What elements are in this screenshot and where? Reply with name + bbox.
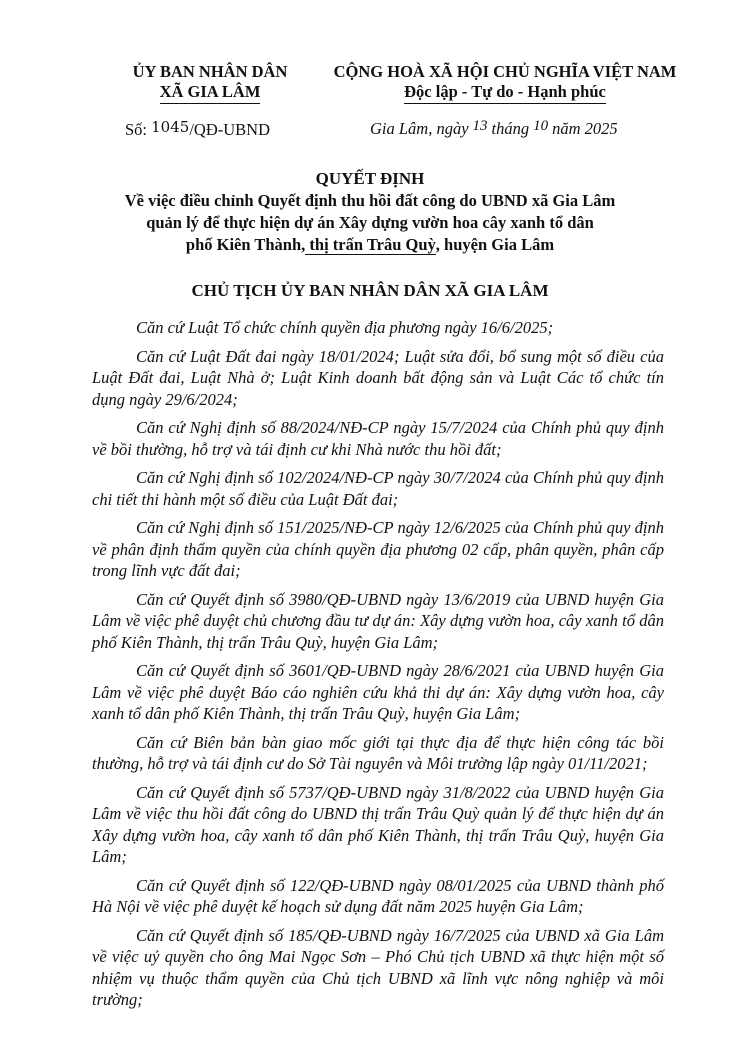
issuer-block xyxy=(110,62,310,104)
country-name: CỘNG HOÀ XÃ HỘI CHỦ NGHĨA VIỆT NAM xyxy=(333,62,677,81)
issuer-line-2: XÃ GIA LÂM xyxy=(160,82,261,104)
title-line-3-part-b: thị trấn Trâu Quỳ xyxy=(305,235,436,254)
legal-basis-paragraph: Căn cứ Quyết định số 5737/QĐ-UBND ngày 31/8/2022 của UBND huyện Gia Lâm về việc thu hồi đất công do UBND thị trấn Trâu Quỳ quản lý để thực hiện dự án Xây dựng vườn hoa, cây xanh tổ dân phố Kiên Thành, thị trấn Trâu Quỳ, huyện Gia Lâm; xyxy=(92,782,664,866)
national-motto-block xyxy=(330,62,680,104)
legal-basis-paragraph: Căn cứ Quyết định số 3980/QĐ-UBND ngày 13/6/2019 của UBND huyện Gia Lâm về việc phê duyệt chủ chương đầu tư dự án: Xây dựng vườn hoa, cây xanh tổ dân phố Kiên Thành, thị trấn Trâu Quỳ, huyện Gia Lâm; xyxy=(92,589,664,652)
decision-title-block xyxy=(80,168,660,256)
title-line-3-part-a: phố Kiên Thành, xyxy=(185,235,306,254)
document-date xyxy=(370,118,618,139)
legal-basis-paragraph: Căn cứ Nghị định số 151/2025/NĐ-CP ngày 12/6/2025 của Chính phủ quy định về phân định thẩm quyền của chính quyền địa phương 02 cấp, phân quyền, phân cấp trong lĩnh vực đất đai; xyxy=(92,518,664,580)
title-line-1: Về việc điều chỉnh Quyết định thu hồi đất công do UBND xã Gia Lâm xyxy=(124,191,616,210)
motto: Độc lập - Tự do - Hạnh phúc xyxy=(404,82,606,104)
number-suffix: /QĐ-UBND xyxy=(189,120,270,139)
legal-basis-list xyxy=(92,317,664,1018)
issuer-line-1: ỦY BAN NHÂN DÂN xyxy=(132,62,288,81)
number-value: 1045 xyxy=(151,118,190,136)
title-line-3 xyxy=(80,234,660,256)
legal-basis-paragraph: Căn cứ Biên bản bàn giao mốc giới tại thực địa để thực hiện công tác bồi thường, hỗ trợ và tái định cư do Sở Tài nguyên và Môi trường lập ngày 01/11/2021; xyxy=(92,732,664,773)
date-year: năm 2025 xyxy=(552,119,618,138)
title-line-2: quản lý để thực hiện dự án Xây dựng vườn hoa cây xanh tổ dân xyxy=(146,213,594,232)
legal-basis-paragraph: Căn cứ Luật Tổ chức chính quyền địa phương ngày 16/6/2025; xyxy=(136,318,554,337)
legal-basis-paragraph: Căn cứ Quyết định số 185/QĐ-UBND ngày 16/7/2025 của UBND xã Gia Lâm về việc uỷ quyền cho ông Mai Ngọc Sơn – Phó Chủ tịch UBND xã thực hiện một số nhiệm vụ thuộc thẩm quyền của Chủ tịch UBND xã lĩnh vực nông nghiệp và môi trường; xyxy=(92,925,664,1009)
document-number xyxy=(125,118,270,140)
legal-basis-paragraph: Căn cứ Luật Đất đai ngày 18/01/2024; Luật sửa đổi, bổ sung một số điều của Luật Đất đai, Luật Nhà ở; Luật Kinh doanh bất động sản và Luật Các tổ chức tín dụng ngày 29/6/2024; xyxy=(92,346,664,409)
number-prefix: Số: xyxy=(125,120,148,139)
decision-heading: QUYẾT ĐỊNH xyxy=(315,169,425,188)
date-prefix: Gia Lâm, ngày xyxy=(370,119,469,138)
date-day: 13 xyxy=(472,118,488,134)
date-month-label: tháng xyxy=(491,119,530,138)
date-month: 10 xyxy=(533,118,549,134)
chairman-heading: CHỦ TỊCH ỦY BAN NHÂN DÂN XÃ GIA LÂM xyxy=(191,281,549,300)
legal-basis-paragraph: Căn cứ Nghị định số 102/2024/NĐ-CP ngày 30/7/2024 của Chính phủ quy định chi tiết thi hành một số điều của Luật Đất đai; xyxy=(92,468,664,509)
legal-basis-paragraph: Căn cứ Quyết định số 122/QĐ-UBND ngày 08/01/2025 của UBND thành phố Hà Nội về việc phê duyệt kế hoạch sử dụng đất năm 2025 huyện Gia Lâm; xyxy=(92,875,664,916)
title-line-3-part-c: , huyện Gia Lâm xyxy=(435,235,555,254)
legal-basis-paragraph: Căn cứ Nghị định số 88/2024/NĐ-CP ngày 15/7/2024 của Chính phủ quy định về bồi thường, hỗ trợ và tái định cư khi Nhà nước thu hồi đất; xyxy=(92,418,664,459)
legal-basis-paragraph: Căn cứ Quyết định số 3601/QĐ-UBND ngày 28/6/2021 của UBND huyện Gia Lâm về việc phê duyệt Báo cáo nghiên cứu khả thi dự án: Xây dựng vườn hoa, cây xanh tổ dân phố Kiên Thành, thị trấn Trâu Quỳ, huyện Gia Lâm; xyxy=(92,661,664,723)
